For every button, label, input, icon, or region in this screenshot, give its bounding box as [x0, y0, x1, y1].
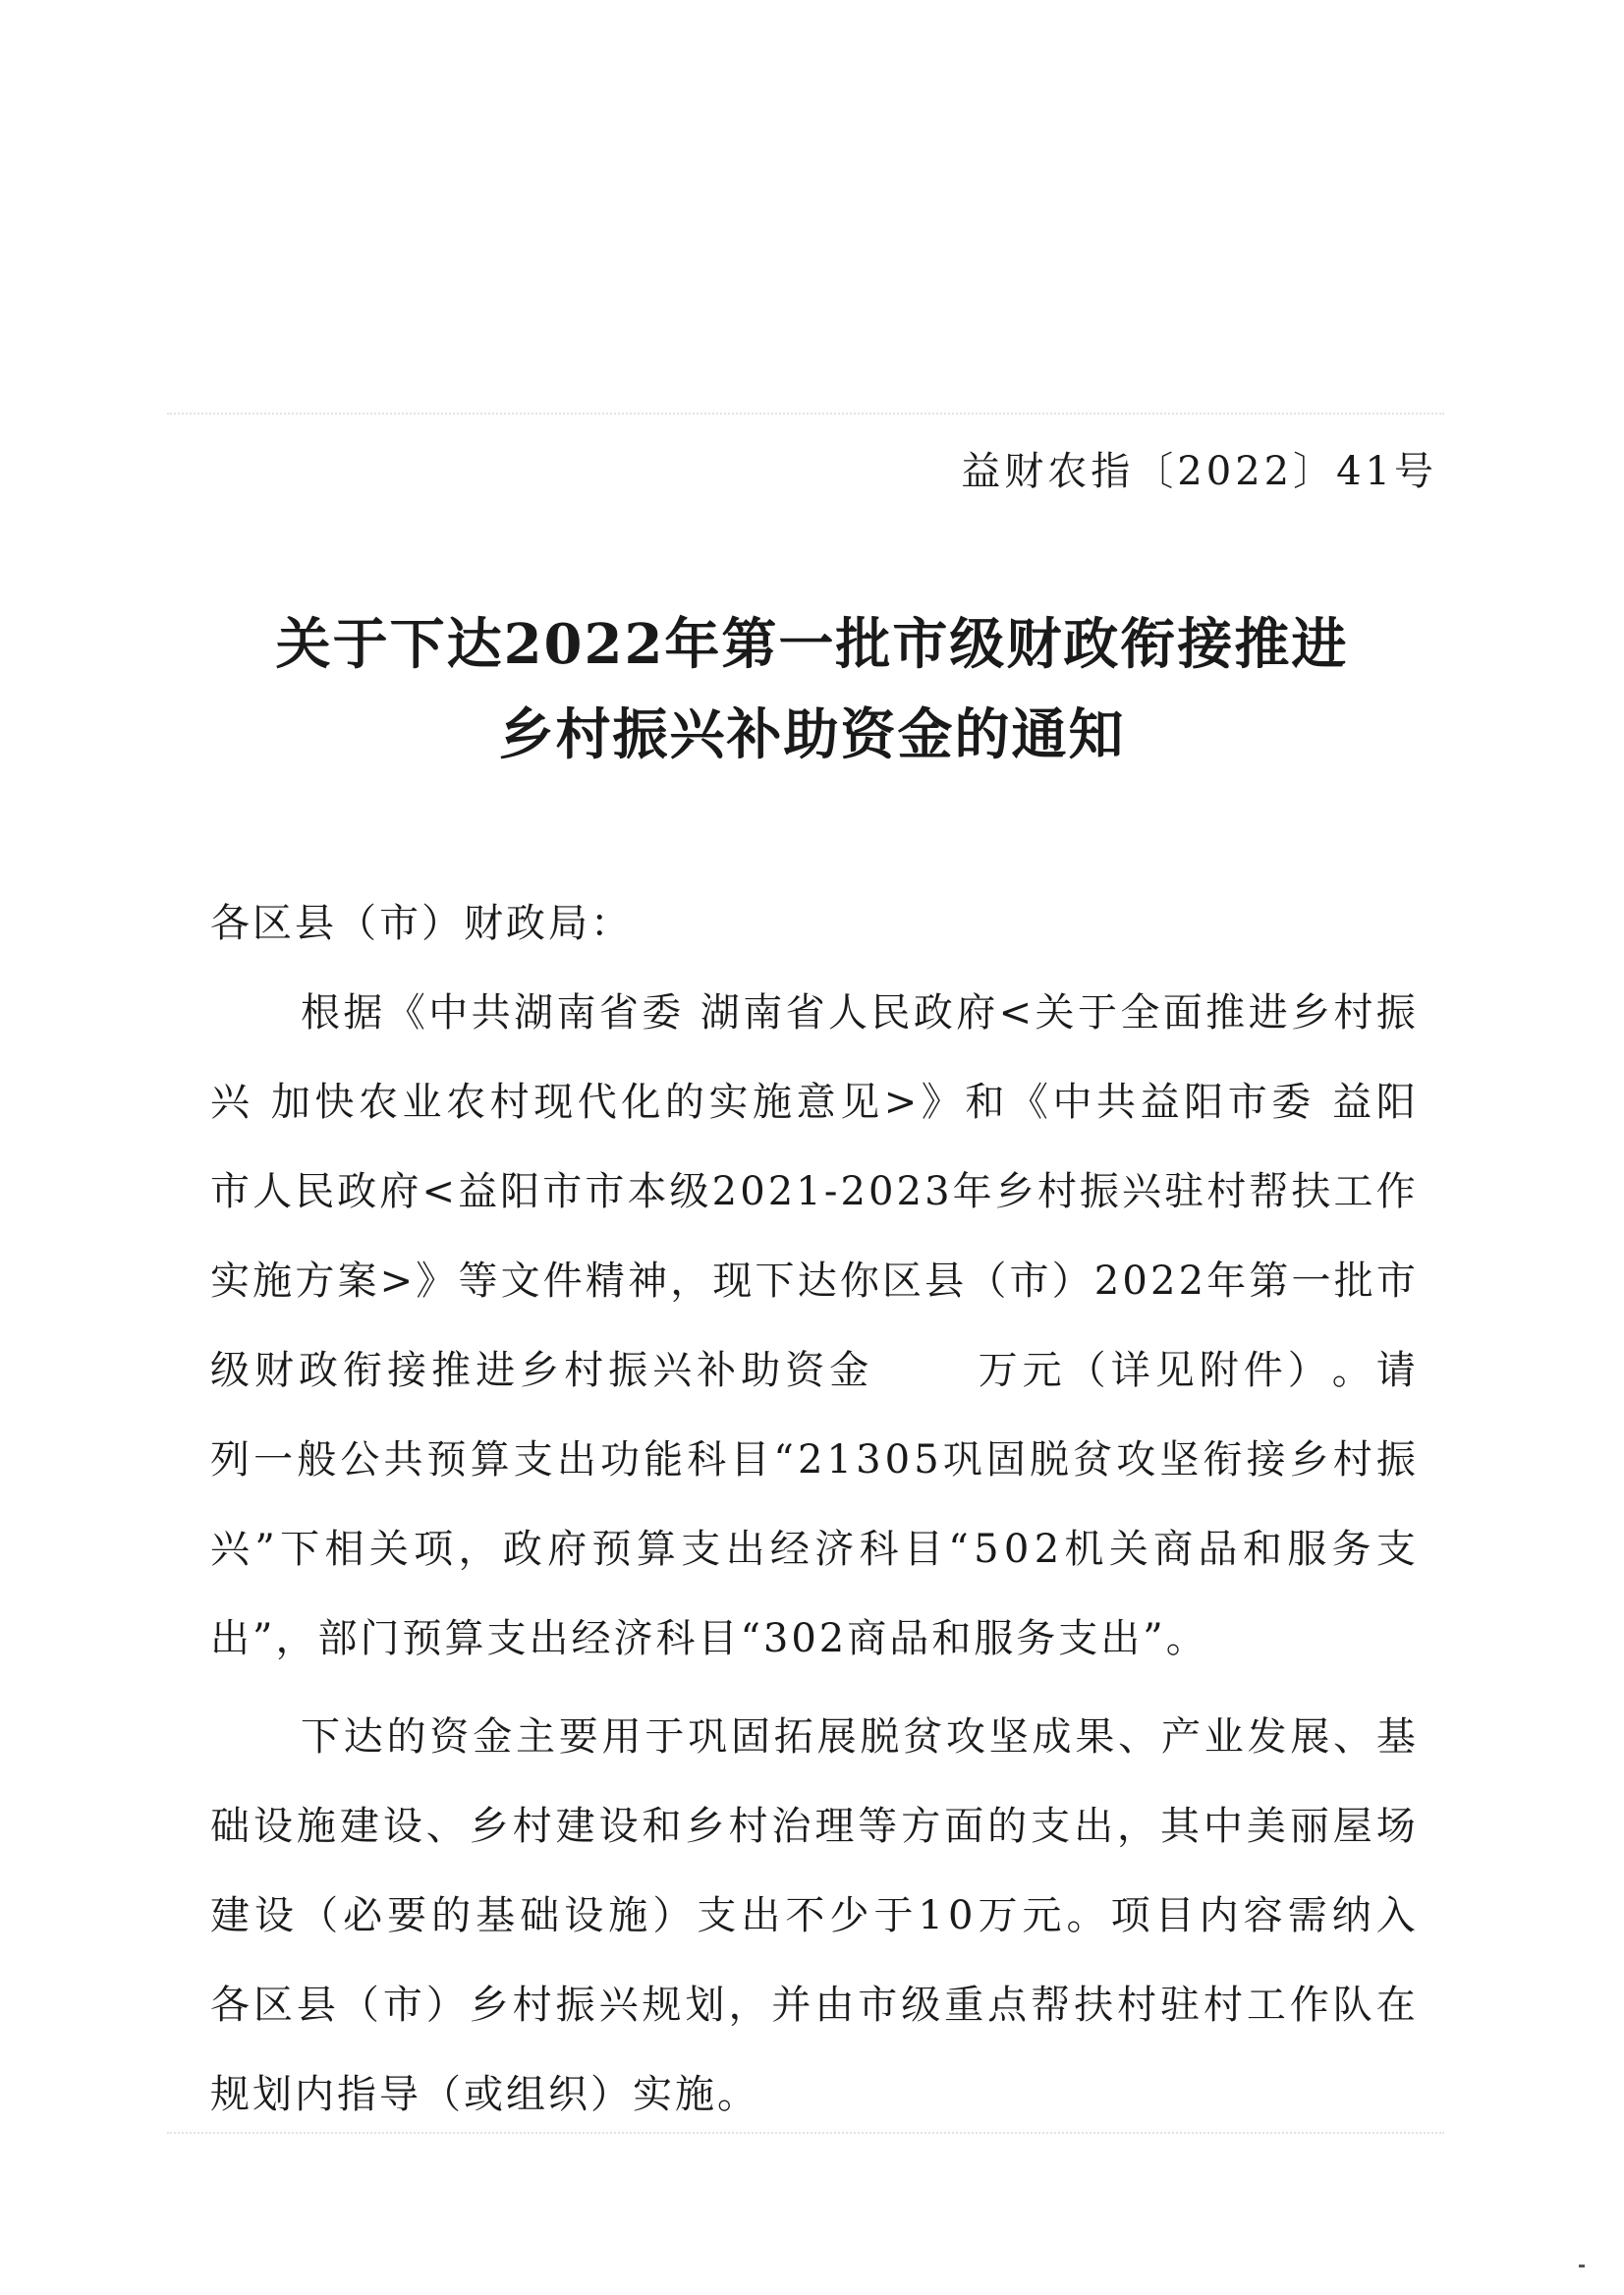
paragraph-line: 市 人 民 政 府 < 益 阳 市 市 本 级 2 0 2 1 - 2 0 2 3 年 乡 村 振 兴 驻 村 帮 扶 工 作 — [210, 1169, 1419, 1214]
paragraph-line: 各 区 县 （ 市 ） 乡 村 振 兴 规 划 ， 并 由 市 级 重 点 帮 扶 村 驻 村 工 作 队 在 — [210, 1983, 1419, 2028]
paragraph-line: 兴 加 快 农 业 农 村 现 代 化 的 实 施 意 见 > 》 和 《 中 共 益 阳 市 委 益 阳 — [210, 1080, 1419, 1125]
scan-artifact-bottom — [167, 2132, 1444, 2134]
title-line-2: 乡村振兴补助资金的通知 — [498, 702, 1126, 767]
paragraph-line: 出”，部门预算支出经济科目“302商品和服务支出”。 — [210, 1616, 1208, 1661]
paragraph-line: 根 据 《 中 共 湖 南 省 委 湖 南 省 人 民 政 府 < 关 于 全 面 推 进 乡 村 振 — [301, 990, 1419, 1036]
paragraph-line: 规划内指导（或组织）实施。 — [210, 2072, 759, 2117]
scan-artifact-corner — [1579, 2265, 1585, 2267]
paragraph-line: 下 达 的 资 金 主 要 用 于 巩 固 拓 展 脱 贫 攻 坚 成 果 、 产 业 发 展 、 基 — [301, 1714, 1419, 1760]
document-body — [210, 879, 1419, 2140]
paragraph-2 — [210, 1693, 1419, 2140]
salutation: 各区县（市）财政局： — [210, 901, 633, 946]
paragraph-1 — [210, 969, 1419, 1684]
scan-artifact-top — [167, 413, 1444, 415]
paragraph-line: 列 一 般 公 共 预 算 支 出 功 能 科 目 “ 2 1 3 0 5 巩 固 脱 贫 攻 坚 衔 接 乡 村 振 — [210, 1437, 1419, 1483]
document-number: 益财农指〔2022〕41号 — [961, 449, 1437, 494]
paragraph-line: 兴 ” 下 相 关 项 ， 政 府 预 算 支 出 经 济 科 目 “ 5 0 2 机 关 商 品 和 服 务 支 — [210, 1527, 1419, 1572]
paragraph-line: 实 施 方 案 > 》 等 文 件 精 神 ， 现 下 达 你 区 县 （ 市 ） 2 0 2 2 年 第 一 批 市 — [210, 1259, 1419, 1304]
document-title — [0, 599, 1624, 780]
paragraph-line: 础 设 施 建 设 、 乡 村 建 设 和 乡 村 治 理 等 方 面 的 支 出 ， 其 中 美 丽 屋 场 — [210, 1804, 1419, 1849]
paragraph-line: 建 设 （ 必 要 的 基 础 设 施 ） 支 出 不 少 于 1 0 万 元 。 项 目 内 容 需 纳 入 — [210, 1893, 1419, 1938]
title-line-1: 关于下达2022年第一批市级财政衔接推进 — [275, 612, 1349, 677]
paragraph-line: 级 财 政 衔 接 推 进 乡 村 振 兴 补 助 资 金 万 元 （ 详 见 附 件 ） 。 请 — [210, 1348, 1419, 1393]
